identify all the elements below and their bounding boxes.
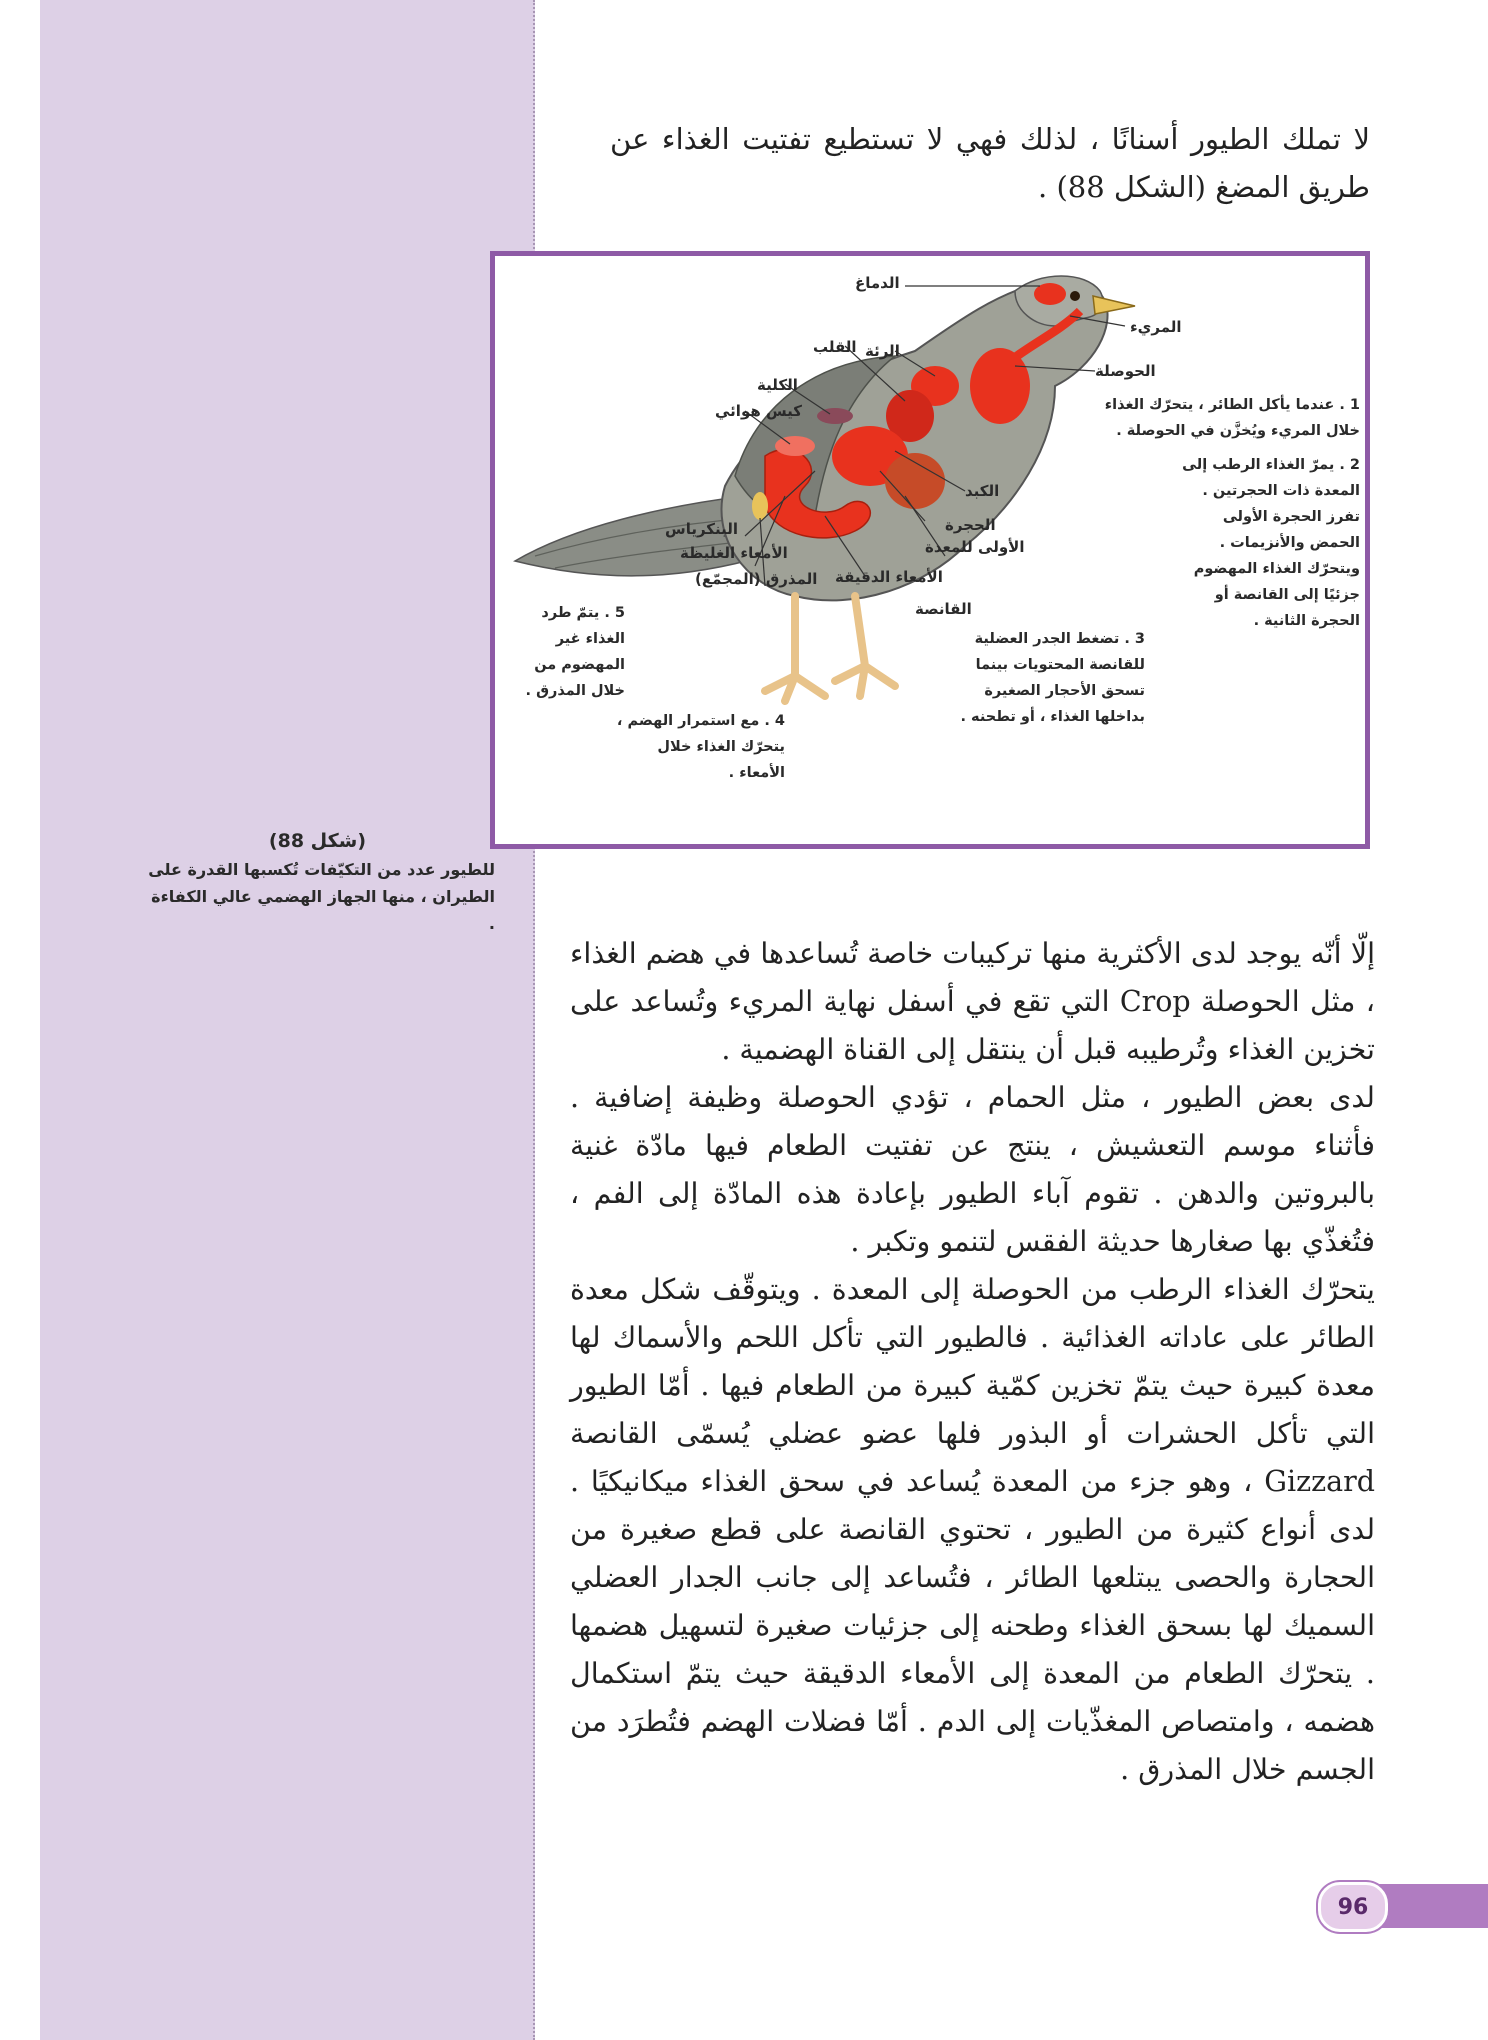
label-stomach: الحجرة xyxy=(945,516,996,534)
crop-organ xyxy=(970,348,1030,424)
figure-caption xyxy=(140,830,495,937)
paragraph-2: لدى بعض الطيور ، مثل الحمام ، تؤدي الحوصلة وظيفة إضافية . فأثناء موسم التعشيش ، ينتج عن تفتيت الطعام فيها مادّة غنية بالبروتين والدهن . تقوم آباء الطيور بإعادة هذه المادّة إلى الفم ، فتُغذّي بها صغارها حديثة الفقس لتنمو وتكبر . xyxy=(570,1081,1375,1258)
gizzard-organ xyxy=(885,453,945,509)
label-cloaca: المذرق (المجمّع) xyxy=(695,570,818,588)
paragraph-3: يتحرّك الغذاء الرطب من الحوصلة إلى المعدة . ويتوقّف شكل معدة الطائر على عاداته الغذائية . فالطيور التي تأكل اللحم والأسماك لها معدة كبيرة حيث يتمّ تخزين كمّية كبيرة من الطعام فيها . أمّا الطيور التي تأكل الحشرات أو البذور فلها عضو عضلي يُسمّى القانصة Gizzard ، وهو جزء من المعدة يُساعد في سحق الغذاء ميكانيكيًا . لدى أنواع كثيرة من الطيور ، تحتوي القانصة على قطع صغيرة من الحجارة والحصى يبتلعها الطائر ، فتُساعد إلى جانب الجدار العضلي السميك لها بسحق الغذاء وطحنه إلى جزئيات صغيرة لتسهيل هضمها . يتحرّك الطعام من المعدة إلى الأمعاء الدقيقة حيث يتمّ استكمال هضمه ، وامتصاص المغذّيات إلى الدم . أمّا فضلات الهضم فتُطرَد من الجسم خلال المذرق . xyxy=(570,1273,1375,1786)
label-crop: الحوصلة xyxy=(1095,362,1156,380)
bird-eye xyxy=(1070,291,1080,301)
body-text xyxy=(570,930,1375,1794)
label-small-intestine: الأمعاء الدقيقة xyxy=(835,568,943,586)
figure-88-frame xyxy=(490,251,1370,849)
label-large-intestine: الأمعاء الغليظة xyxy=(680,544,788,562)
step-5: 5 . يتمّ طرد الغذاء غير المهضوم من خلال المذرق . xyxy=(525,605,625,699)
paragraph-1: إلّا أنّه يوجد لدى الأكثرية منها تركيبات خاصة تُساعدها في هضم الغذاء ، مثل الحوصلة Crop التي تقع في أسفل نهاية المريء وتُساعد على تخزين الغذاء وتُرطيبه قبل أن ينتقل إلى القناة الهضمية . xyxy=(570,937,1375,1066)
label-gizzard: القانصة xyxy=(915,600,972,618)
label-lung: الرئة xyxy=(865,342,900,360)
left-margin-panel xyxy=(40,0,535,2040)
air-sac-organ xyxy=(775,436,815,456)
label-heart: القلب xyxy=(813,338,857,356)
label-kidney: الكلية xyxy=(757,376,798,394)
kidney-organ xyxy=(817,408,853,424)
step-2: 2 . يمرّ الغذاء الرطب إلى المعدة ذات الحجرتين . تفرز الحجرة الأولى الحمض والأنزيمات . ويتحرّك الغذاء المهضوم جزئيًا إلى القانصة أو الحجرة الثانية . xyxy=(1182,457,1360,629)
step-3: 3 . تضغط الجدر العضلية للقانصة المحتويات بينما تسحق الأحجار الصغيرة بداخلها الغذاء ، أو تطحنه . xyxy=(960,631,1145,725)
label-pancreas: البنكرياس xyxy=(665,520,739,538)
page-tab xyxy=(1375,1884,1488,1928)
step-4: 4 . مع استمرار الهضم ، يتحرّك الغذاء خلال الأمعاء . xyxy=(616,713,785,781)
bird-beak xyxy=(1093,296,1135,314)
intro-paragraph: لا تملك الطيور أسنانًا ، لذلك فهي لا تستطيع تفتيت الغذاء عن طريق المضغ (الشكل 88) . xyxy=(610,122,1370,204)
cloaca-organ xyxy=(752,492,768,520)
label-stomach-first: الأولى للمعدة xyxy=(925,538,1025,556)
caption-title: (شكل 88) xyxy=(268,830,367,852)
caption-text: للطيور عدد من التكيّفات تُكسبها القدرة على الطيران ، منها الجهاز الهضمي عالي الكفاءة . xyxy=(148,860,495,933)
step-1: 1 . عندما يأكل الطائر ، يتحرّك الغذاء خلال المريء ويُخزَّن في الحوصلة . xyxy=(1104,397,1360,439)
label-esophagus: المريء xyxy=(1130,318,1182,336)
bird-legs xyxy=(765,596,895,701)
page-number: 96 xyxy=(1318,1882,1388,1932)
label-brain: الدماغ xyxy=(855,274,900,292)
label-air-sac: كيس هوائي xyxy=(715,402,803,420)
label-liver: الكبد xyxy=(965,482,1000,500)
